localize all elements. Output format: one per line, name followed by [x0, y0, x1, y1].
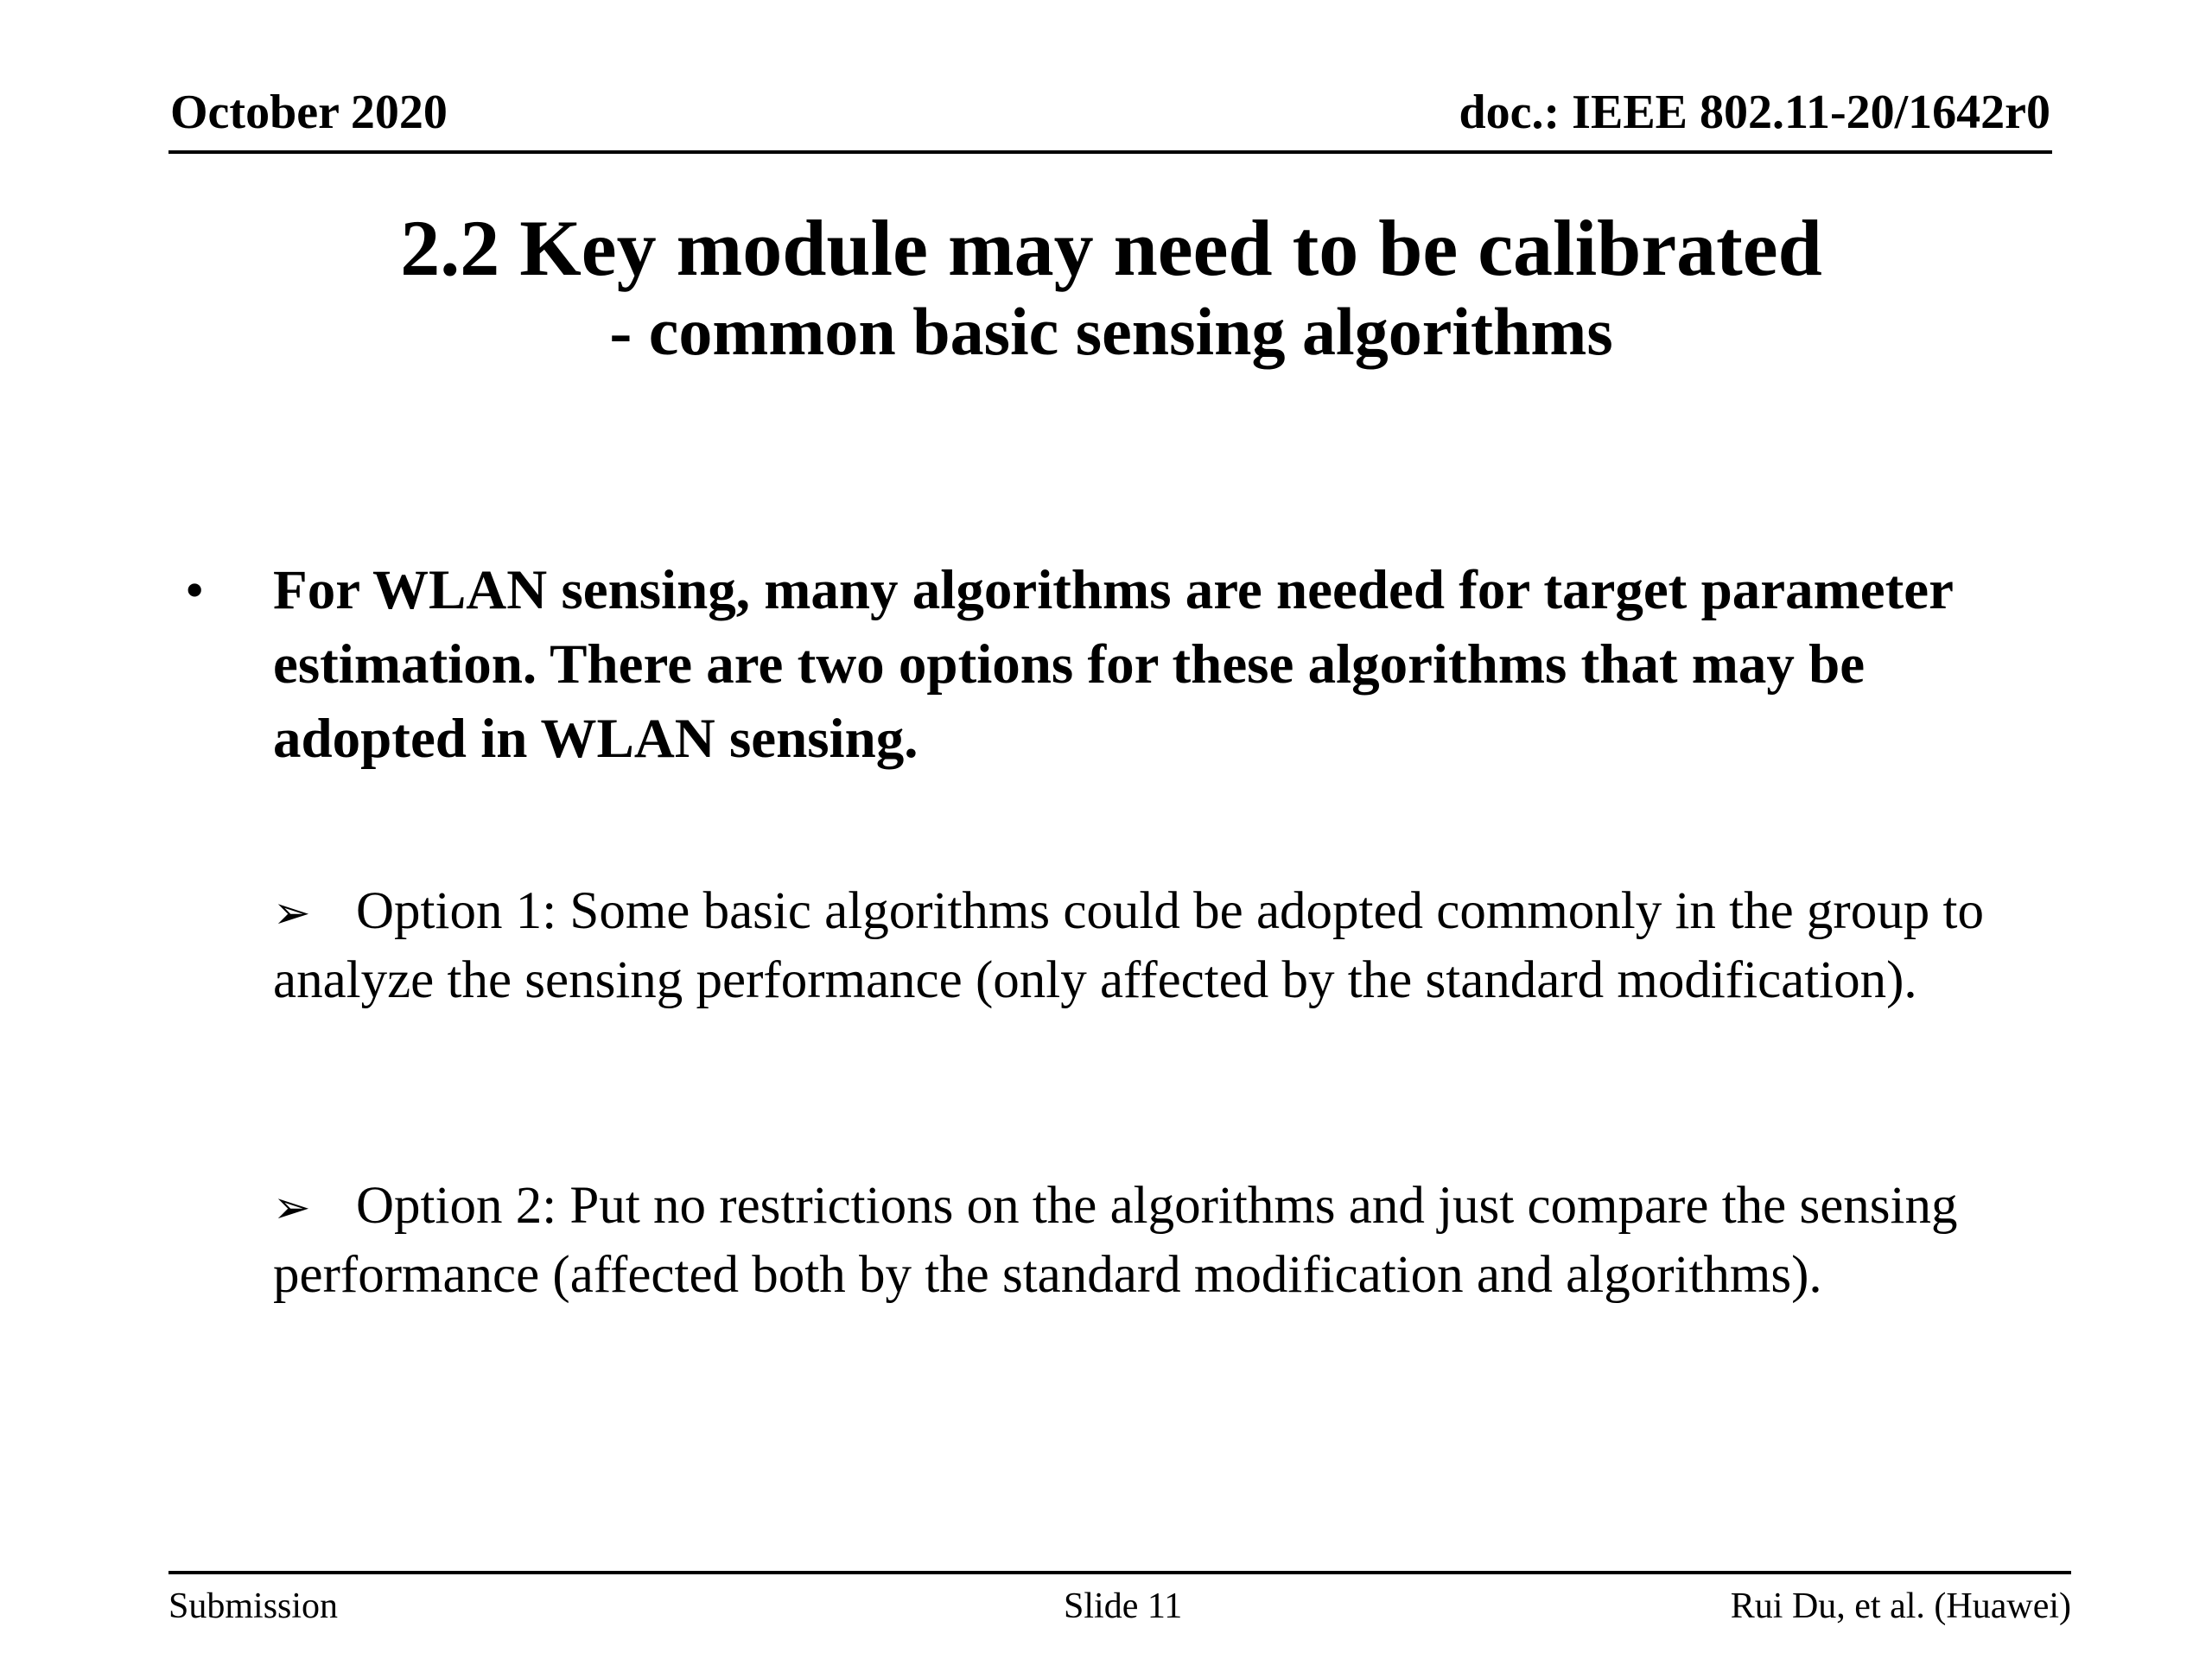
slide-footer [168, 1571, 2071, 1635]
main-bullet-text: For WLAN sensing, many algorithms are needed for target parameter estimation. There are two options for these algorithms that may be adopted in WLAN sensing. [273, 559, 1953, 770]
bullet-dot-icon: • [185, 559, 205, 620]
slide-title-main: 2.2 Key module may need to be calibrated [400, 204, 1822, 292]
footer-submission: Submission [168, 1586, 339, 1626]
option-2 [273, 1173, 2070, 1308]
header-doc-id: doc.: IEEE 802.11-20/1642r0 [1459, 86, 2050, 139]
option-2-text: Option 2: Put no restrictions on the algorithms and just compare the sensing performance (affected both by the standard modification and algorithms). [273, 1177, 1958, 1304]
footer-authors: Rui Du, et al. (Huawei) [1730, 1586, 2071, 1626]
slide-title [0, 206, 2212, 372]
arrow-bullet-icon: ➢ [273, 887, 311, 939]
footer-slide-number: Slide 11 [1064, 1586, 1183, 1626]
option-1 [273, 878, 2070, 1014]
option-1-text: Option 1: Some basic algorithms could be adopted commonly in the group to analyze the sensing performance (only affected by the standard modification). [273, 882, 1984, 1009]
slide-title-sub: - common basic sensing algorithms [609, 294, 1613, 370]
slide-header [168, 79, 2052, 154]
header-date: October 2020 [170, 86, 448, 139]
arrow-bullet-icon: ➢ [273, 1182, 311, 1234]
